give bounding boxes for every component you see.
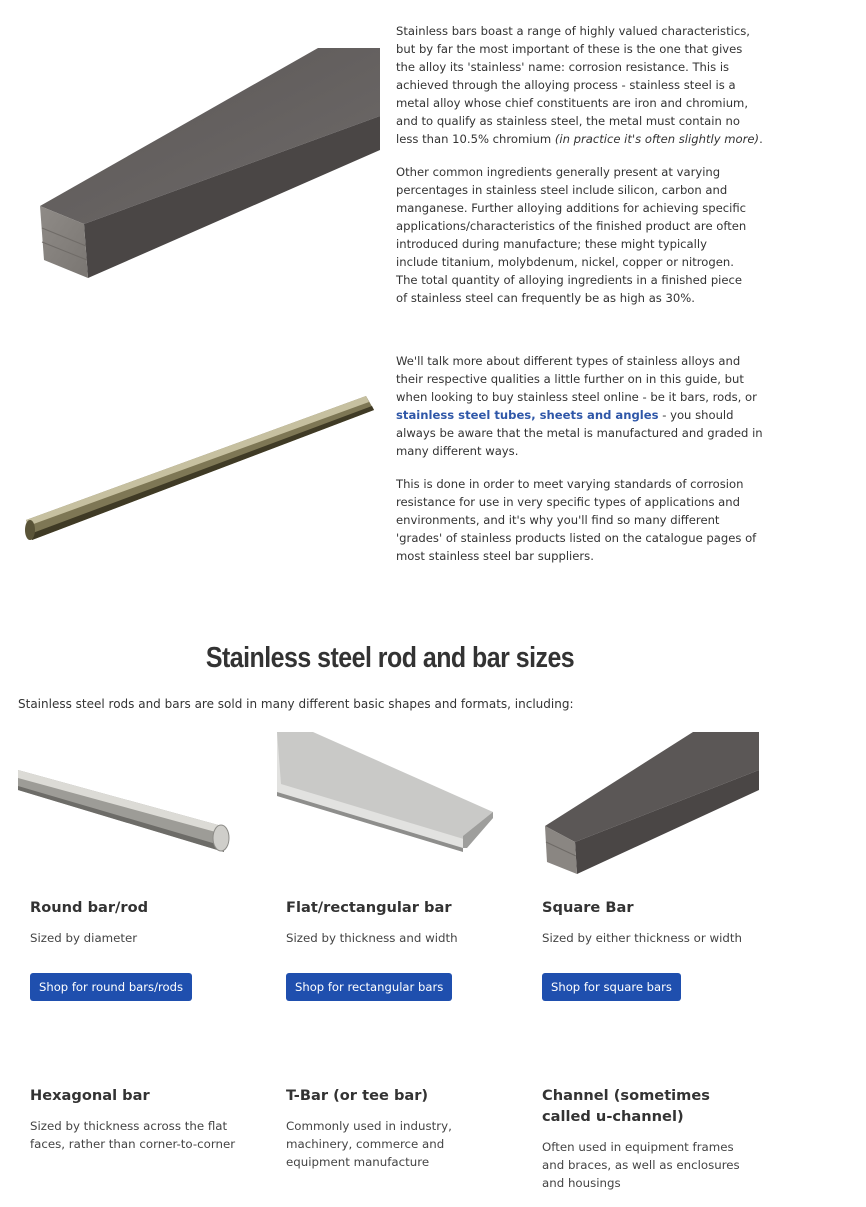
hexagonal-bar-desc: Sized by thickness across the flat faces, rather than corner-to-corner (30, 1119, 236, 1151)
sizes-intro: Stainless steel rods and bars are sold in many different basic shapes and formats, including: (18, 697, 574, 711)
t-bar-desc: Commonly used in industry, machinery, commerce and equipment manufacture (286, 1119, 452, 1169)
square-bar-desc: Sized by either thickness or width (542, 931, 742, 945)
intro-paragraph-1-italic: (in practice it's often slightly more) (554, 132, 760, 146)
round-bar-image (18, 760, 232, 856)
shop-square-bars-button[interactable]: Shop for square bars (542, 973, 681, 1001)
channel-card (542, 1085, 757, 1192)
round-bar-title: Round bar/rod (30, 899, 149, 916)
square-bar-card (542, 897, 772, 947)
flat-bar-desc: Sized by thickness and width (286, 931, 458, 945)
square-bar-title: Square Bar (542, 899, 634, 916)
shop-round-bars-button[interactable]: Shop for round bars/rods (30, 973, 192, 1001)
hexagonal-bar-card (30, 1085, 240, 1153)
t-bar-card (286, 1085, 471, 1171)
flat-bar-card (286, 897, 516, 947)
channel-title: Channel (sometimes called u-channel) (542, 1087, 710, 1125)
square-bar-image (543, 732, 761, 880)
intro-paragraph-3 (396, 352, 764, 460)
channel-desc: Often used in equipment frames and braces, as well as enclosures and housings (542, 1140, 740, 1190)
t-bar-title: T-Bar (or tee bar) (286, 1087, 429, 1104)
intro-paragraph-4: This is done in order to meet varying standards of corrosion resistance for use in very specific types of applications and environments, and it's why you'll find so many different 'grades' of stainless products listed on the catalogue pages of most stainless steel bar suppliers. (396, 477, 757, 563)
intro-paragraph-2: Other common ingredients generally present at varying percentages in stainless steel include silicon, carbon and manganese. Further alloying additions for achieving specific applications/characteristics of the finished product are often introduced during manufacture; these might typically include titanium, molybdenum, nickel, copper or nitrogen. The total quantity of alloying ingredients in a finished piece of stainless steel can frequently be as high as 30%. (396, 165, 747, 305)
hexagonal-bar-title: Hexagonal bar (30, 1087, 150, 1104)
round-bar-desc: Sized by diameter (30, 931, 138, 945)
shop-rectangular-bars-button[interactable]: Shop for rectangular bars (286, 973, 452, 1001)
intro-paragraph-3-after: - you should always be aware that the metal is manufactured and graded in many different ways. (396, 408, 763, 458)
intro-paragraph-3-before: We'll talk more about different types of stainless alloys and their respective qualities a little further on in this guide, but when looking to buy stainless steel online - be it bars, rods, or (396, 354, 757, 404)
section-title: Stainless steel rod and bar sizes (205, 642, 575, 674)
flat-bar-image (277, 732, 499, 854)
stainless-products-link[interactable]: stainless steel tubes, sheets and angles (396, 408, 659, 422)
round-brass-rod-image (20, 392, 380, 544)
intro-paragraph-1-text: Stainless bars boast a range of highly valued characteristics, but by far the most important of these is the one that gives the alloy its 'stainless' name: corrosion resistance. This is achieved through the alloying process - stainless steel is a metal alloy whose chief constituents are iron and chromium, and to qualify as stainless steel, the metal must contain no less than 10.5% chromium (396, 24, 750, 146)
round-bar-card (30, 897, 260, 947)
square-steel-bar-image (38, 46, 382, 282)
intro-paragraph-1-end: . (759, 132, 763, 146)
flat-bar-title: Flat/rectangular bar (286, 899, 452, 916)
intro-paragraph-1 (396, 22, 764, 148)
